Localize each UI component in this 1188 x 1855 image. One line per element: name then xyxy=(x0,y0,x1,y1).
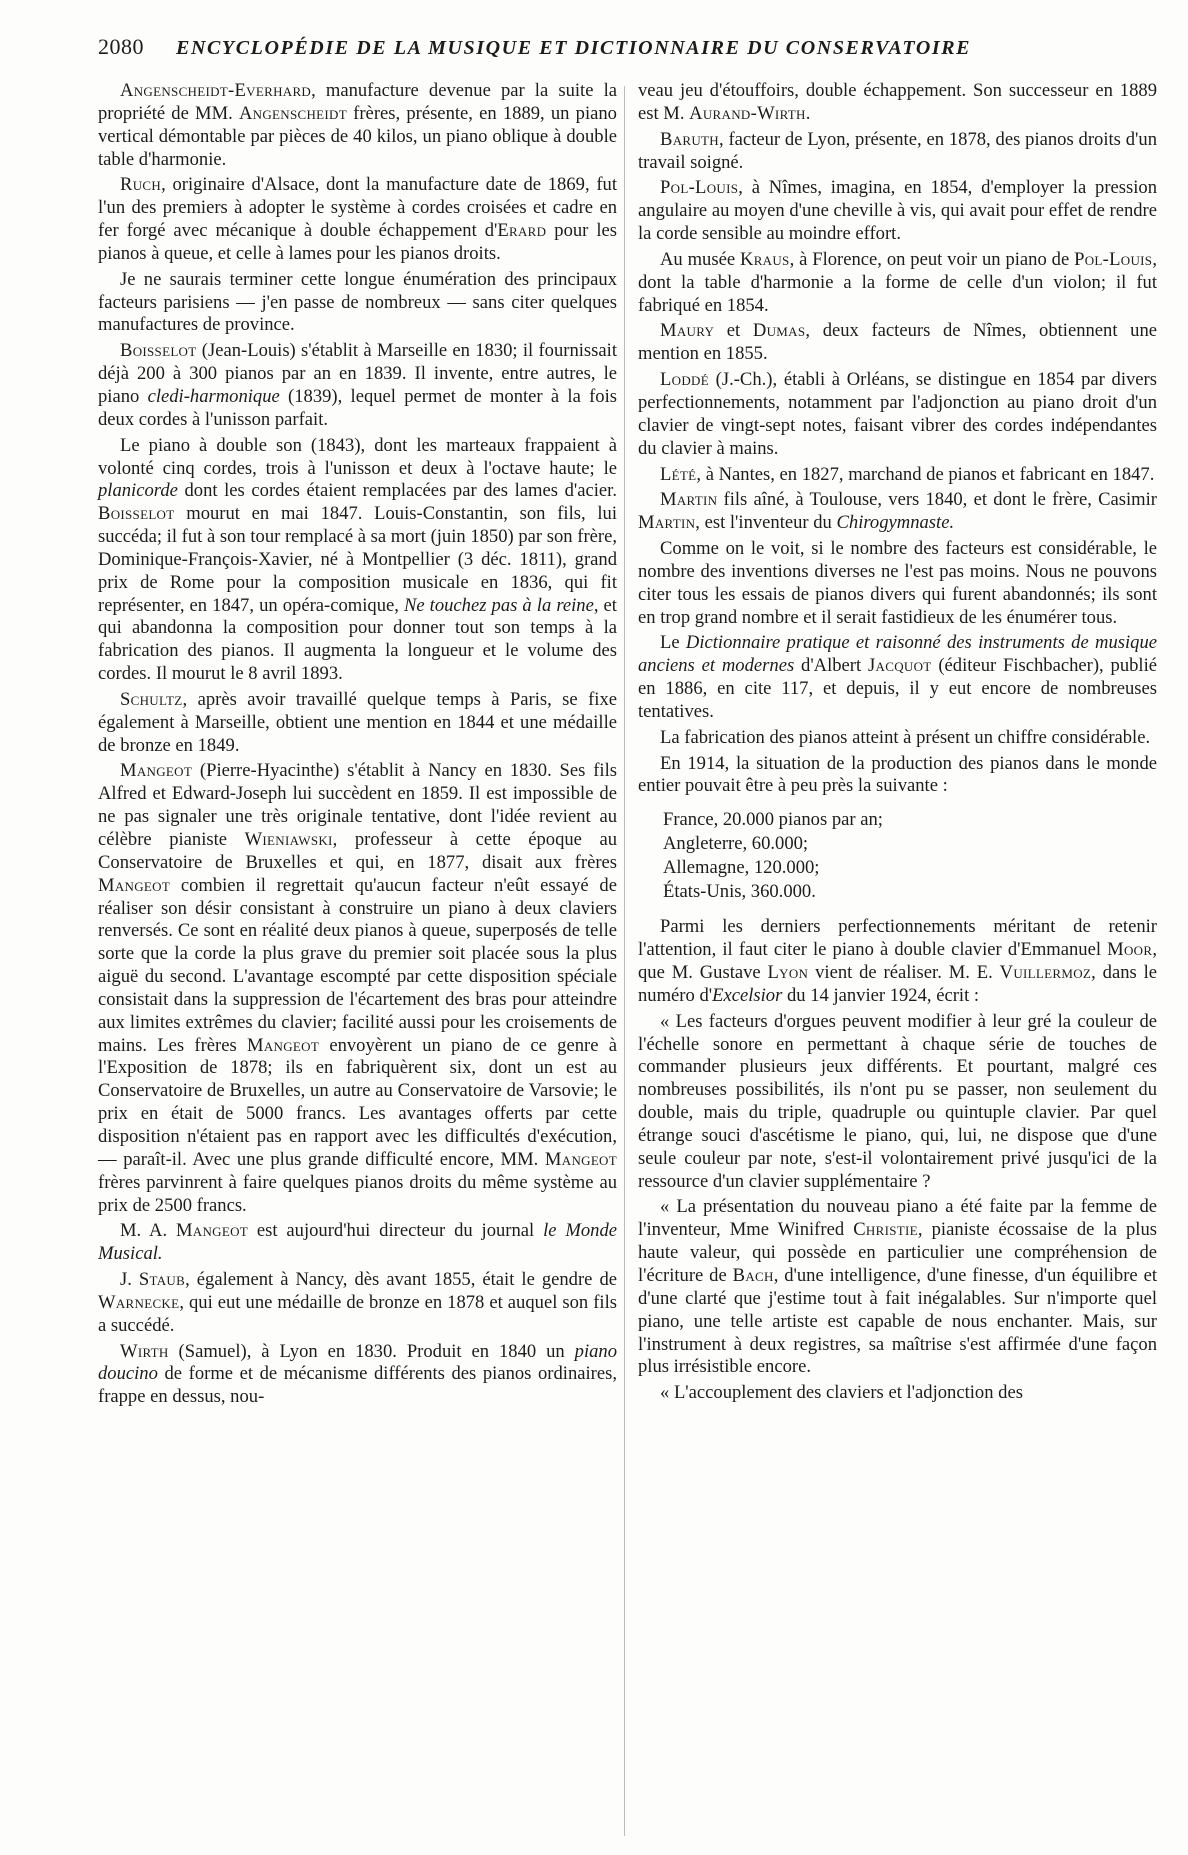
proper-name: Mangeot xyxy=(120,760,193,782)
text-run: (éditeur Fischbacher), publié en 1886, en cite 117, et depuis, il y eut encore de nombreuses tentatives. xyxy=(638,655,1157,722)
text-run: (Samuel), à Lyon en 1830. Produit en 1840 un xyxy=(168,1340,575,1362)
paragraph-province-intro xyxy=(98,269,617,338)
text-run: d'Albert xyxy=(794,655,869,677)
italic-text: Chirogymnaste. xyxy=(836,512,955,534)
proper-name: Lyon xyxy=(767,962,809,983)
text-run: mourut en mai 1847. Louis-Constantin, son fils, lui succéda; il fut à son tour remplacé à sa mort (juin 1850) par son frère, Dominique-François-Xavier, né à Montpellier (3 déc. 1811), grand prix de Rome pour la composition musicale en 1836, qui fit représenter, en 1847, un opéra-comique, xyxy=(98,503,617,616)
text-run: (Jean-Louis) s'établit à Marseille en 1830; il fournissait déjà 200 à 300 pianos par an en 1839. Il invente, entre autres, le piano xyxy=(98,340,617,407)
text-run: (1839), lequel permet de monter à la fois deux cordes à l'unisson parfait. xyxy=(98,385,617,430)
proper-name: Mangeot xyxy=(98,874,171,896)
text-run: , dont la table d'harmonie a la forme de celle d'un violon; il fut fabriqué en 1854. xyxy=(638,248,1157,316)
text-run: M. A. xyxy=(120,1220,176,1242)
text-run: « La présentation du nouveau piano a été faite par la femme de l'inventeur, Mme Winifred xyxy=(638,1196,1157,1241)
text-run: « Les facteurs d'orgues peuvent modifier à leur gré la couleur de l'échelle sonore en permettant à chaque série de touches de commander plusieurs jeux différents. Et pourtant, malgré ces nombreuses possibilités, ils n'ont pu se passer, non seulement du double, mais du triple, quadruple ou quintuple clavier. Par quel étrange souci d'ascétisme le piano, qui, lui, ne dispose que d'une seule couleur par note, s'est-il volontairement privé jusqu'ici de la ressource d'un clavier supplémentaire ? xyxy=(638,1010,1157,1192)
proper-name: Boisselot xyxy=(120,340,197,362)
text-run: envoyèrent un piano de ce genre à l'Exposition de 1878; ils en fabriquèrent six, dont un est au Conservatoire de Bruxelles, un autre au Conservatoire de Varsovie; le prix en était de 5000 francs. Les avantages offerts par cette disposition n'étaient pas en rapport avec les difficultés d'exécution, — paraît-il. Avec une plus grande difficulté encore, MM. xyxy=(98,1034,617,1170)
proper-name: Erard xyxy=(497,220,547,242)
text-run: La fabrication des pianos atteint à présent un chiffre considérable. xyxy=(660,726,1151,748)
text-run: de forme et de mécanisme différents des pianos ordinaires, frappe en dessus, nou- xyxy=(98,1363,617,1408)
italic-text: cledi-harmonique xyxy=(147,385,280,407)
paragraph-quote-presentation xyxy=(638,1196,1157,1379)
proper-name: Baruth xyxy=(660,128,719,150)
italic-text: Dictionnaire pratique et raisonné des instruments de musique anciens et modernes xyxy=(638,632,1157,677)
list-item: Allemagne, 120.000; xyxy=(663,857,820,879)
text-run: veau jeu d'étouffoirs, double échappement. Son successeur en 1889 est M. xyxy=(638,80,1157,124)
proper-name: Mangeot xyxy=(544,1148,617,1170)
paragraph-wirth xyxy=(98,1341,617,1410)
proper-name: Christie xyxy=(853,1219,918,1241)
text-run: , à Nîmes, imagina, en 1854, d'employer la pression angulaire au moyen d'une cheville à vis, qui avait pour effet de rendre la corde sensible au moindre effort. xyxy=(638,177,1157,245)
text-run: , facteur de Lyon, présente, en 1878, des pianos droits d'un travail soigné. xyxy=(638,128,1157,173)
proper-name: Pol-Louis xyxy=(1074,248,1153,270)
text-run: , d'une intelligence, d'une finesse, d'un équilibre et d'une clarté que j'estime tout à fait inégalables. Sur n'importe quel piano, une telle artiste est capable de nous enchanter. Mais, sur l'instrument à deux registres, sa maîtrise s'est affirmée d'une façon plus irrésistible encore. xyxy=(638,1264,1157,1378)
italic-text: planicorde xyxy=(98,480,178,502)
proper-name: Wirth xyxy=(120,1340,169,1362)
text-run: frères, présente, en 1889, un piano vertical démontable par pièces de 40 kilos, un piano oblique à double table d'harmonie. xyxy=(98,102,617,170)
paragraph-ruch xyxy=(98,174,617,265)
paragraph-production-1914 xyxy=(638,753,1157,799)
proper-name: Maury xyxy=(660,320,715,342)
text-run: J. xyxy=(120,1269,139,1291)
text-run: Je ne saurais terminer cette longue énumération des principaux facteurs parisiens — j'en passe de nombreux — sans citer quelques manufactures de province. xyxy=(98,268,617,336)
paragraph-dictionnaire xyxy=(638,632,1157,723)
text-run: En 1914, la situation de la production des pianos dans le monde entier pouvait être à peu près la suivante : xyxy=(638,752,1157,797)
paragraph-schultz xyxy=(98,689,617,758)
list-item: États-Unis, 360.000. xyxy=(663,881,816,903)
paragraph-musee-kraus xyxy=(638,249,1157,318)
text-run: et xyxy=(714,320,753,342)
right-column xyxy=(638,80,1157,1408)
proper-name: Kraus xyxy=(739,248,790,270)
column-divider xyxy=(624,86,625,1836)
text-run: , dans le numéro d' xyxy=(638,962,1157,1006)
text-run: dont les cordes étaient remplacées par des lames d'acier. xyxy=(177,480,617,502)
proper-name: Schultz xyxy=(120,688,183,710)
text-run: Au musée xyxy=(660,248,740,270)
proper-name: Bach xyxy=(732,1264,774,1286)
text-run: , originaire d'Alsace, dont la manufacture date de 1869, fut l'un des premiers à adopter le système à cordes croisées et cadre en fer forgé avec mécanique à double échappement d' xyxy=(98,174,617,242)
production-list xyxy=(663,808,1157,904)
text-run: , et qui abandonna la composition pour donner tout son temps à la fabrication des pianos. Il augmenta la longueur et le volume des cordes. Il mourut le 8 avril 1893. xyxy=(98,594,617,685)
text-run: , est l'inventeur du xyxy=(695,512,837,534)
paragraph-inventions xyxy=(638,538,1157,629)
text-run: (J.-Ch.), établi à Orléans, se distingue en 1854 par divers perfectionnements, notamment par l'adjonction au piano droit d'un clavier de vingt-sept notes, faisant vibrer des cordes indépendantes du clavier à mains. xyxy=(638,369,1157,459)
paragraph-staub xyxy=(98,1269,617,1338)
proper-name: Angenscheidt xyxy=(238,102,347,124)
text-run: , à Nantes, en 1827, marchand de pianos et fabricant en 1847. xyxy=(696,463,1155,485)
paragraph-boisselot xyxy=(98,340,617,431)
paragraph-quote-accouplement xyxy=(638,1382,1157,1405)
paragraph-wirth-continued xyxy=(638,80,1157,126)
left-column xyxy=(98,80,617,1412)
text-run: , également à Nancy, dès avant 1855, était le gendre de xyxy=(185,1269,617,1291)
proper-name: Dumas xyxy=(752,320,806,342)
paragraph-pol-louis xyxy=(638,177,1157,246)
text-run: , que M. Gustave xyxy=(638,939,1157,983)
text-run: , professeur à cette époque au Conservatoire de Bruxelles et qui, en 1877, disait aux frères xyxy=(98,829,618,873)
text-run: , pianiste écossaise de la plus haute valeur, qui possède en particulier une compréhension de l'écriture de xyxy=(638,1219,1157,1286)
proper-name: Martin xyxy=(638,512,696,534)
text-run: Parmi les derniers perfectionnements méritant de retenir l'attention, il faut citer le piano à double clavier d'Emmanuel xyxy=(638,916,1157,961)
text-run: Le piano à double son (1843), dont les marteaux frappaient à volonté cinq cordes, trois à l'unisson et deux à l'octave haute; le xyxy=(98,434,617,479)
paragraph-monde-musical xyxy=(98,1220,617,1266)
proper-name: Ruch xyxy=(120,174,162,196)
proper-name: Moor xyxy=(1107,939,1153,961)
proper-name: Vuillermoz xyxy=(999,962,1092,983)
paragraph-lete xyxy=(638,464,1157,487)
paragraph-baruth xyxy=(638,129,1157,175)
proper-name: Warnecke xyxy=(98,1291,180,1313)
text-run: Comme on le voit, si le nombre des facteurs est considérable, le nombre des inventions diverses ne l'est pas moins. Nous ne pouvons citer tous les essais de pianos divers qui furent abandonnés; ils sont en trop grand nombre et il serait fastidieux de les énumérer tous. xyxy=(638,538,1157,628)
proper-name: Wieniawski xyxy=(244,829,333,850)
italic-text: piano doucino xyxy=(98,1340,617,1385)
proper-name: Pol-Louis xyxy=(660,177,739,199)
text-run: frères parvinrent à faire quelques pianos droits du même système au prix de 2500 francs. xyxy=(98,1171,617,1216)
paragraph-angenscheidt xyxy=(98,80,617,171)
paragraph-moor-piano xyxy=(638,916,1157,1007)
proper-name: Jacquot xyxy=(868,655,932,677)
paragraph-double-son xyxy=(98,435,617,686)
text-run: , à Florence, on peut voir un piano de xyxy=(789,248,1075,270)
text-run: « L'accouplement des claviers et l'adjonction des xyxy=(660,1382,1023,1404)
italic-text: le Monde Musical. xyxy=(98,1220,617,1265)
proper-name: Mangeot xyxy=(247,1034,320,1056)
text-run: vient de réaliser. M. E. xyxy=(808,962,1000,983)
running-title: ENCYCLOPÉDIE DE LA MUSIQUE ET DICTIONNAIRE DU CONSERVATOIRE xyxy=(176,37,972,59)
text-run: combien il regrettait qu'aucun facteur n'eût essayé de réaliser son désir consistant à construire un piano à deux claviers renversés. Ce sont en réalité deux pianos à queue, superposés de telle sorte que la corde la plus grave du premier soit placée sous la plus aiguë du second. L'avantage escompté par cette disposition spéciale consistait dans la suppression de l'écartement des bras pour atteindre aux limites extrêmes du clavier; facilité aussi pour les croisements de mains. Les frères xyxy=(98,874,617,1056)
text-run: du 14 janvier 1924, écrit : xyxy=(782,984,980,1006)
proper-name: Mangeot xyxy=(175,1220,249,1242)
proper-name: Boisselot xyxy=(98,503,175,525)
list-item: Angleterre, 60.000; xyxy=(663,833,809,855)
text-run: (Pierre-Hyacinthe) s'établit à Nancy en 1830. Ses fils Alfred et Edward-Joseph lui succèdent en 1859. Il est impossible de ne pas signaler une très originale tentative, dont l'idée revient au célèbre pianiste xyxy=(98,760,617,850)
text-run: , qui eut une médaille de bronze en 1878 et auquel son fils a succédé. xyxy=(98,1291,617,1336)
paragraph-maury-dumas xyxy=(638,320,1157,366)
proper-name: Aurand-Wirth xyxy=(689,102,806,124)
text-run: , après avoir travaillé quelque temps à Paris, se fixe également à Marseille, obtient une mention en 1844 et une médaille de bronze en 1849. xyxy=(98,688,617,756)
proper-name: Lété xyxy=(660,463,697,485)
text-run: . xyxy=(805,102,811,124)
paragraph-lodde xyxy=(638,369,1157,460)
list-item: France, 20.000 pianos par an; xyxy=(663,809,883,831)
italic-text: Excelsior xyxy=(712,984,783,1006)
proper-name: Staub xyxy=(138,1269,186,1291)
page-header xyxy=(98,34,1158,68)
text-run: fils aîné, à Toulouse, vers 1840, et dont le frère, Casimir xyxy=(717,489,1157,511)
proper-name: Loddé xyxy=(660,369,709,391)
text-run: est aujourd'hui directeur du journal xyxy=(248,1220,544,1242)
proper-name: Angenscheidt-Everhard xyxy=(120,80,312,101)
paragraph-quote-facteurs xyxy=(638,1011,1157,1194)
text-run: , manufacture devenue par la suite la propriété de MM. xyxy=(98,80,617,124)
text-run: Le xyxy=(660,632,686,654)
paragraph-mangeot xyxy=(98,760,617,1217)
text-run: pour les pianos à queue, et celle à lames pour les pianos droits. xyxy=(98,220,617,264)
page-number: 2080 xyxy=(98,34,144,59)
italic-text: Ne touchez pas à la reine xyxy=(403,594,594,616)
proper-name: Martin xyxy=(660,489,718,511)
text-run: , deux facteurs de Nîmes, obtiennent une mention en 1855. xyxy=(638,320,1158,365)
paragraph-martin xyxy=(638,489,1157,535)
paragraph-fabrication xyxy=(638,727,1157,750)
